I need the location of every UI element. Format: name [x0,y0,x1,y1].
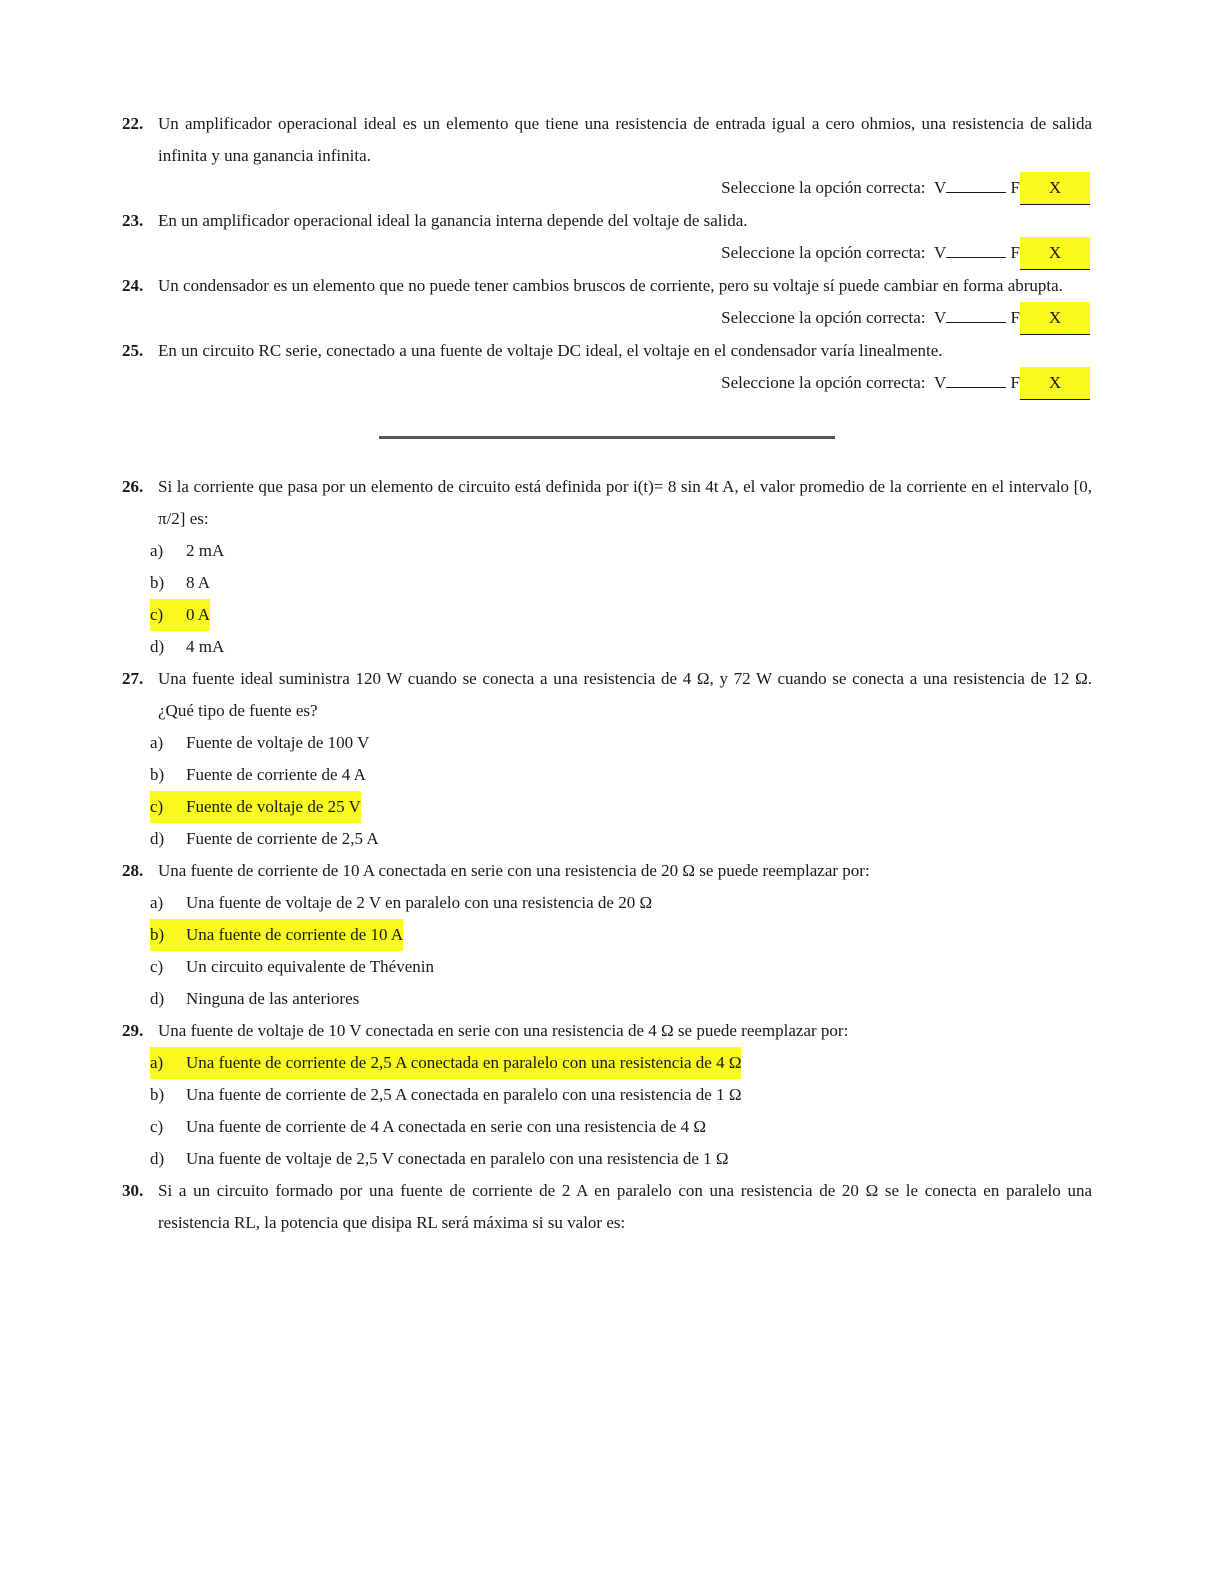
answer-option[interactable] [150,791,1092,823]
option-text: Una fuente de corriente de 2,5 A conectada en paralelo con una resistencia de 4 Ω [186,1047,741,1079]
options-list [150,887,1092,1015]
answer-option[interactable] [150,1079,1092,1111]
option-letter: b) [150,919,186,951]
answer-line [122,302,1092,335]
option-text: Ninguna de las anteriores [186,989,360,1008]
true-label: V [934,243,947,262]
option-letter: a) [150,893,164,912]
answer-option[interactable] [150,567,1092,599]
answer-prompt: Seleccione la opción correcta: [721,308,926,327]
false-label: F [1010,308,1020,327]
question-text: Un amplificador operacional ideal es un elemento que tiene una resistencia de entrada igual a cero ohmios, una resistencia de salida infinita y una ganancia infinita. [158,114,1092,165]
tf-question-row [122,205,1092,237]
tf-question [122,205,1092,270]
answer-option[interactable] [150,1111,1092,1143]
option-text: 4 mA [186,637,225,656]
false-answer[interactable]: X [1020,302,1090,335]
option-text: Una fuente de corriente de 10 A [186,919,403,951]
true-blank[interactable] [946,239,1006,258]
option-letter: b) [150,573,165,592]
answer-option[interactable] [150,1143,1092,1175]
options-list [150,727,1092,855]
tf-section [122,108,1092,400]
option-letter: b) [150,765,165,784]
mc-question [122,1015,1092,1175]
answer-option[interactable] [150,983,1092,1015]
option-letter: c) [150,599,186,631]
option-letter: c) [150,957,164,976]
question-number: 30. [122,1181,144,1200]
option-text: Fuente de corriente de 4 A [186,765,366,784]
false-answer[interactable]: X [1020,367,1090,400]
question-text: Una fuente de voltaje de 10 V conectada en serie con una resistencia de 4 Ω se puede reemplazar por: [158,1021,849,1040]
mc-question-row [122,855,1092,887]
option-letter: a) [150,1047,186,1079]
tf-question [122,108,1092,205]
option-text: Una fuente de voltaje de 2 V en paralelo con una resistencia de 20 Ω [186,893,653,912]
option-letter: b) [150,1085,165,1104]
answer-option[interactable] [150,599,1092,631]
question-number: 26. [122,477,144,496]
question-text: Una fuente ideal suministra 120 W cuando se conecta a una resistencia de 4 Ω, y 72 W cuando se conecta a una resistencia de 12 Ω. ¿Qué tipo de fuente es? [158,669,1092,720]
mc-question-row [122,663,1092,727]
option-text: Una fuente de voltaje de 2,5 V conectada en paralelo con una resistencia de 1 Ω [186,1149,729,1168]
true-blank[interactable] [946,369,1006,388]
option-text: Un circuito equivalente de Thévenin [186,957,434,976]
mc-section [122,471,1092,1175]
false-label: F [1010,243,1020,262]
true-label: V [934,308,947,327]
option-text: Una fuente de corriente de 4 A conectada en serie con una resistencia de 4 Ω [186,1117,707,1136]
mc-question [122,471,1092,663]
question-text: En un amplificador operacional ideal la ganancia interna depende del voltaje de salida. [158,211,748,230]
section-divider [379,436,835,439]
tf-question [122,270,1092,335]
tf-question-row [122,108,1092,172]
question-number: 29. [122,1021,144,1040]
answer-line [122,172,1092,205]
question-text: En un circuito RC serie, conectado a una fuente de voltaje DC ideal, el voltaje en el condensador varía linealmente. [158,341,943,360]
question-30 [122,1175,1092,1239]
question-number: 24. [122,276,144,295]
options-list [150,535,1092,663]
false-answer[interactable]: X [1020,172,1090,205]
false-answer[interactable]: X [1020,237,1090,270]
tf-question-row [122,335,1092,367]
answer-prompt: Seleccione la opción correcta: [721,178,926,197]
answer-prompt: Seleccione la opción correcta: [721,373,926,392]
answer-option[interactable] [150,727,1092,759]
option-letter: c) [150,1117,164,1136]
option-letter: d) [150,637,165,656]
answer-option[interactable] [150,919,1092,951]
answer-option[interactable] [150,759,1092,791]
true-label: V [934,178,947,197]
false-label: F [1010,178,1020,197]
option-text: 0 A [186,599,210,631]
answer-option[interactable] [150,823,1092,855]
question-number: 22. [122,114,144,133]
options-list [150,1047,1092,1175]
question-number: 27. [122,669,144,688]
question-text: Una fuente de corriente de 10 A conectada en serie con una resistencia de 20 Ω se puede reemplazar por: [158,861,870,880]
answer-prompt: Seleccione la opción correcta: [721,243,926,262]
option-text: Una fuente de corriente de 2,5 A conectada en paralelo con una resistencia de 1 Ω [186,1085,742,1104]
mc-question-row [122,471,1092,535]
question-text: Un condensador es un elemento que no puede tener cambios bruscos de corriente, pero su voltaje sí puede cambiar en forma abrupta. [158,276,1063,295]
true-blank[interactable] [946,174,1006,193]
mc-question-row [122,1015,1092,1047]
answer-option[interactable] [150,887,1092,919]
tf-question [122,335,1092,400]
mc-question [122,855,1092,1015]
answer-option[interactable] [150,631,1092,663]
question-text: Si a un circuito formado por una fuente de corriente de 2 A en paralelo con una resistencia de 20 Ω se le conecta en paralelo una resistencia RL, la potencia que disipa RL será máxima si su valor es: [158,1181,1092,1232]
answer-line [122,367,1092,400]
question-number: 28. [122,861,144,880]
question-text: Si la corriente que pasa por un elemento de circuito está definida por i(t)= 8 sin 4t A, el valor promedio de la corriente en el intervalo [0, π/2] es: [158,477,1092,528]
option-letter: d) [150,989,165,1008]
true-blank[interactable] [946,304,1006,323]
false-label: F [1010,373,1020,392]
option-letter: a) [150,541,164,560]
exam-page [122,108,1092,1239]
answer-line [122,237,1092,270]
tf-question-row [122,270,1092,302]
answer-option[interactable] [150,951,1092,983]
question-number: 25. [122,341,144,360]
answer-option[interactable] [150,1047,1092,1079]
option-text: Fuente de voltaje de 25 V [186,791,361,823]
mc-question [122,663,1092,855]
option-text: Fuente de corriente de 2,5 A [186,829,379,848]
option-text: 8 A [186,573,211,592]
option-letter: d) [150,829,165,848]
option-letter: d) [150,1149,165,1168]
option-letter: a) [150,733,164,752]
option-text: Fuente de voltaje de 100 V [186,733,370,752]
option-letter: c) [150,791,186,823]
option-text: 2 mA [186,541,225,560]
answer-option[interactable] [150,535,1092,567]
true-label: V [934,373,947,392]
question-number: 23. [122,211,144,230]
